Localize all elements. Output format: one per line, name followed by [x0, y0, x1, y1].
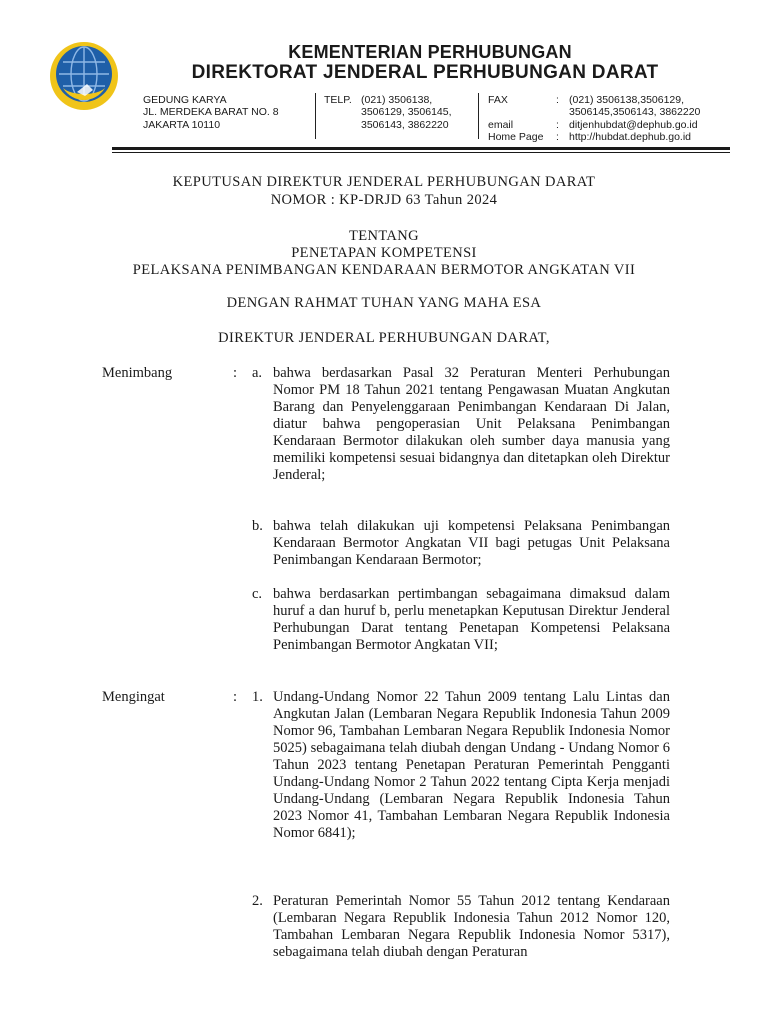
directorate-name: DIREKTORAT JENDERAL PERHUBUNGAN DARAT — [191, 62, 659, 83]
decree-subject-line: PENETAPAN KOMPETENSI — [291, 245, 477, 261]
list-item-text: bahwa telah dilakukan uji kompetensi Pelaksana Penimbangan Kendaraan Bermotor Angkatan VII bagi petugas Unit Pelaksana Penimbangan Kendaraan Bermotor; — [273, 518, 670, 568]
telp-line: 3506129, 3506145, — [361, 106, 452, 119]
list-marker: 2. — [252, 893, 263, 909]
email-label: email — [488, 118, 514, 131]
list-marker: b. — [252, 518, 263, 534]
decree-number: NOMOR : KP-DRJD 63 Tahun 2024 — [270, 192, 498, 208]
telp-block — [361, 94, 452, 131]
header-divider — [315, 93, 316, 139]
contact-values — [569, 94, 700, 144]
homepage-label: Home Page — [488, 131, 544, 144]
contact-colons: : : : — [556, 94, 559, 144]
list-item-text: bahwa berdasarkan pertimbangan sebagaimana dimaksud dalam huruf a dan huruf b, perlu menetapkan Keputusan Direktur Jenderal Perhubungan Darat tentang Penetapan Kompetensi Pelaksana Penimbangan Bermotor Angkatan VII; — [273, 586, 670, 653]
telp-line: 3506143, 3862220 — [361, 118, 449, 131]
list-marker: 1. — [252, 689, 263, 705]
letterhead-rule-thick — [112, 147, 730, 150]
address-line: JAKARTA 10110 — [143, 118, 221, 131]
list-item — [252, 893, 670, 961]
address-line: JL. MERDEKA BARAT NO. 8 — [143, 106, 279, 119]
address-block — [143, 94, 279, 131]
telp-label: TELP. — [324, 94, 352, 106]
menimbang-label: Menimbang — [102, 365, 173, 381]
homepage-value: http://hubdat.dephub.go.id — [569, 131, 692, 144]
list-item-text: bahwa berdasarkan Pasal 32 Peraturan Menteri Perhubungan Nomor PM 18 Tahun 2021 tentang Pengawasan Muatan Angkutan Barang dan Penyelenggaraan Penimbangan Kendaraan Di Jalan, diatur bahwa pengoperasian Unit Pelaksana Penimbangan Kendaraan Bermotor dilakukan oleh sumber daya manusia yang memiliki kompetensi sesuai bidangnya dan ditetapkan oleh Direktur Jenderal; — [273, 365, 670, 483]
decree-subject-line: PELAKSANA PENIMBANGAN KENDARAAN BERMOTOR ANGKATAN VII — [132, 262, 636, 278]
fax-line: 3506145,3506143, 3862220 — [569, 106, 701, 119]
decree-title: KEPUTUSAN DIREKTUR JENDERAL PERHUBUNGAN DARAT — [172, 174, 596, 190]
mengingat-label: Mengingat — [102, 689, 165, 705]
invocation: DENGAN RAHMAT TUHAN YANG MAHA ESA — [226, 295, 542, 311]
list-marker: c. — [252, 586, 263, 602]
ministry-logo — [47, 40, 121, 116]
issuer: DIREKTUR JENDERAL PERHUBUNGAN DARAT, — [218, 330, 550, 346]
globe-emblem-icon — [47, 40, 121, 116]
list-marker: a. — [252, 365, 263, 381]
list-item-text: Undang-Undang Nomor 22 Tahun 2009 tentang Lalu Lintas dan Angkutan Jalan (Lembaran Negara Republik Indonesia Tahun 2009 Nomor 96, Tambahan Lembaran Negara Republik Indonesia Nomor 5025) sebagaimana telah diubah dengan Undang - Undang Nomor 6 Tahun 2023 tentang Penetapan Peraturan Pemerintah Pengganti Undang-Undang Nomor 2 Tahun 2022 tentang Cipta Kerja menjadi Undang-Undang (Lembaran Negara Republik Indonesia Tahun 2023 Nomor 41, Tambahan Lembaran Negara Republik Indonesia Nomor 6841); — [273, 689, 670, 841]
address-line: GEDUNG KARYA — [143, 94, 227, 106]
decree-about-label: TENTANG — [348, 228, 420, 244]
header-divider — [478, 93, 479, 139]
fax-line: (021) 3506138,3506129, — [569, 94, 685, 106]
list-item — [252, 689, 670, 842]
contact-labels — [488, 94, 543, 144]
email-value: ditjenhubdat@dephub.go.id — [569, 118, 698, 131]
ministry-name: KEMENTERIAN PERHUBUNGAN — [288, 42, 572, 62]
list-item — [252, 586, 670, 654]
telp-line: (021) 3506138, — [361, 94, 433, 106]
list-item — [252, 518, 670, 569]
list-item — [252, 365, 670, 484]
fax-label: FAX — [488, 94, 508, 106]
section-colon: : — [233, 365, 238, 381]
section-colon: : — [233, 689, 238, 705]
list-item-text: Peraturan Pemerintah Nomor 55 Tahun 2012 tentang Kendaraan (Lembaran Negara Republik Indonesia Tahun 2012 Nomor 120, Tambahan Lembaran Negara Republik Indonesia Nomor 5317), sebagaimana telah diubah dengan Peraturan — [273, 893, 670, 960]
letterhead-rule-thin — [112, 152, 730, 153]
